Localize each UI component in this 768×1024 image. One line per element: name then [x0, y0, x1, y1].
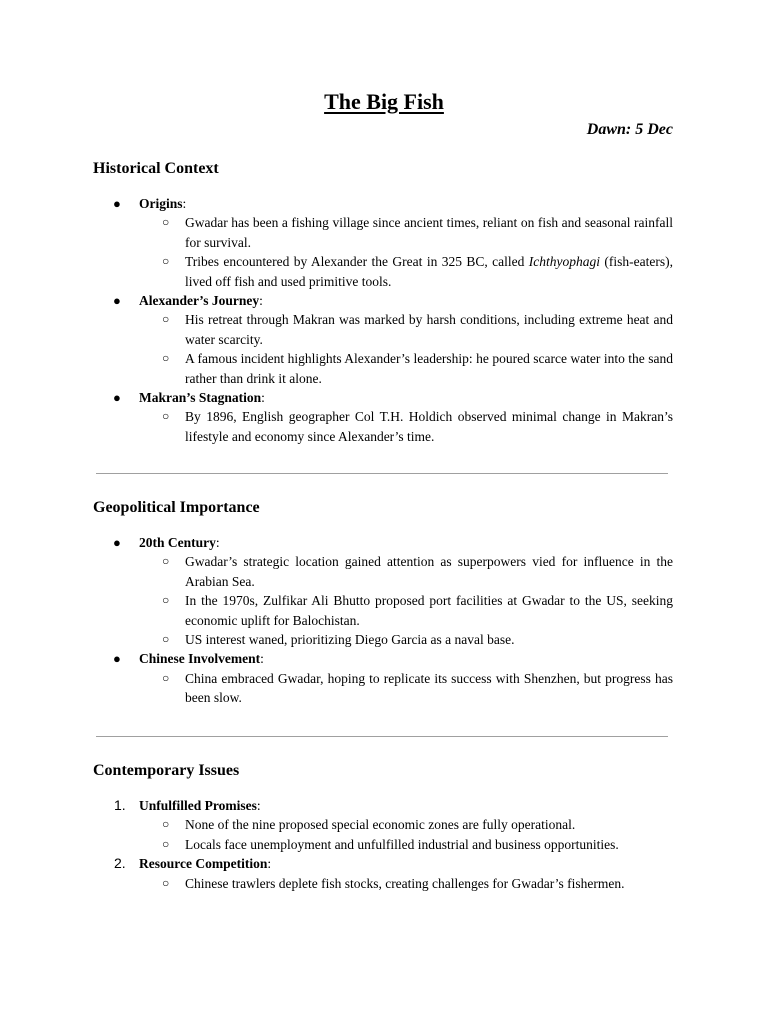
colon: : — [260, 651, 264, 667]
sub-list-item: ○ By 1896, English geographer Col T.H. Holdich observed minimal change in Makran’s lifestyle and economy since Alexander’s time. — [162, 409, 673, 444]
sub-list-item: ○ Locals face unemployment and unfulfilled industrial and business opportunities. — [139, 835, 673, 854]
item-number: 1. — [114, 797, 126, 813]
list-item — [93, 533, 673, 649]
sub-list-item: ○ Gwadar’s strategic location gained attention as superpowers vied for influence in the Arabian Sea. — [162, 554, 673, 589]
circle-bullet-icon: ○ — [162, 836, 170, 851]
bullet-icon: ● — [113, 390, 121, 406]
bullet-icon: ● — [113, 196, 121, 211]
sub-list — [139, 874, 673, 893]
circle-bullet-icon: ○ — [162, 254, 170, 269]
circle-bullet-icon: ○ — [162, 670, 170, 685]
list-item — [93, 291, 673, 388]
item-heading: Alexander’s Journey — [139, 293, 260, 309]
sub-list-item: ○ Chinese trawlers deplete fish stocks, creating challenges for Gwadar’s fishermen. — [139, 874, 673, 893]
sub-list — [139, 815, 673, 854]
colon: : — [267, 856, 272, 872]
section-contemporary-issues — [93, 760, 673, 893]
sub-list-item: ○ None of the nine proposed special economic zones are fully operational. — [139, 815, 673, 834]
list-item — [93, 388, 673, 446]
page-title: The Big Fish — [324, 89, 444, 114]
section-heading: Geopolitical Importance — [93, 499, 260, 516]
circle-bullet-icon: ○ — [162, 875, 170, 890]
sub-list — [139, 552, 673, 649]
sub-list-item: ○ In the 1970s, Zulfikar Ali Bhutto proposed port facilities at Gwadar to the US, seeking economic uplift for Balochistan. — [162, 593, 673, 628]
sub-list-item: ○ US interest waned, prioritizing Diego Garcia as a naval base. — [139, 630, 673, 649]
section-heading: Contemporary Issues — [93, 762, 240, 779]
colon: : — [215, 535, 220, 550]
circle-bullet-icon: ○ — [162, 554, 170, 569]
section-historical-context — [93, 158, 673, 446]
sub-list-item: ○ Gwadar has been a fishing village since ancient times, reliant on fish and seasonal rainfall for survival. — [162, 215, 673, 250]
item-heading: 20th Century — [139, 535, 216, 550]
list-item — [93, 854, 673, 893]
section-divider — [96, 473, 668, 474]
sub-list — [139, 213, 673, 291]
section-geopolitical-importance — [93, 497, 673, 708]
bullet-icon: ● — [113, 651, 121, 667]
colon: : — [182, 196, 187, 211]
sub-list — [139, 310, 673, 388]
item-heading: Resource Competition — [139, 856, 268, 872]
bullet-icon: ● — [113, 535, 121, 550]
sub-list — [139, 407, 673, 446]
colon: : — [261, 390, 265, 406]
item-heading: Origins — [139, 196, 183, 211]
historical-list — [93, 194, 673, 446]
list-item — [93, 649, 673, 707]
section-divider — [96, 736, 668, 737]
circle-bullet-icon: ○ — [162, 409, 170, 424]
bullet-icon: ● — [113, 293, 121, 309]
item-heading: Makran’s Stagnation — [139, 390, 262, 406]
item-heading: Chinese Involvement — [139, 651, 261, 667]
circle-bullet-icon: ○ — [162, 351, 170, 366]
sub-list — [139, 669, 673, 708]
circle-bullet-icon: ○ — [162, 817, 170, 832]
colon: : — [259, 293, 263, 309]
colon: : — [256, 798, 261, 813]
sub-list-item: ○ A famous incident highlights Alexander’s leadership: he poured scarce water into the sand rather than drink it alone. — [162, 351, 673, 386]
section-heading: Historical Context — [93, 160, 219, 177]
sub-list-item: ○ His retreat through Makran was marked by harsh conditions, including extreme heat and water scarcity. — [162, 312, 673, 347]
circle-bullet-icon: ○ — [162, 215, 170, 230]
item-number: 2. — [114, 855, 126, 872]
sub-list-item: ○ China embraced Gwadar, hoping to replicate its success with Shenzhen, but progress has been slow. — [162, 670, 673, 706]
circle-bullet-icon: ○ — [162, 593, 170, 608]
list-item — [93, 796, 673, 854]
list-item — [93, 194, 673, 291]
circle-bullet-icon: ○ — [162, 632, 170, 647]
sub-list-item: ○ Tribes encountered by Alexander the Great in 325 BC, called Ichthyophagi (fish-eaters), lived off fish and used primitive tools. — [162, 254, 673, 289]
contemporary-list — [93, 796, 673, 893]
geopolitical-list — [93, 533, 673, 708]
source-date: Dawn: 5 Dec — [586, 121, 673, 138]
circle-bullet-icon: ○ — [162, 312, 170, 327]
item-heading: Unfulfilled Promises — [139, 798, 257, 813]
